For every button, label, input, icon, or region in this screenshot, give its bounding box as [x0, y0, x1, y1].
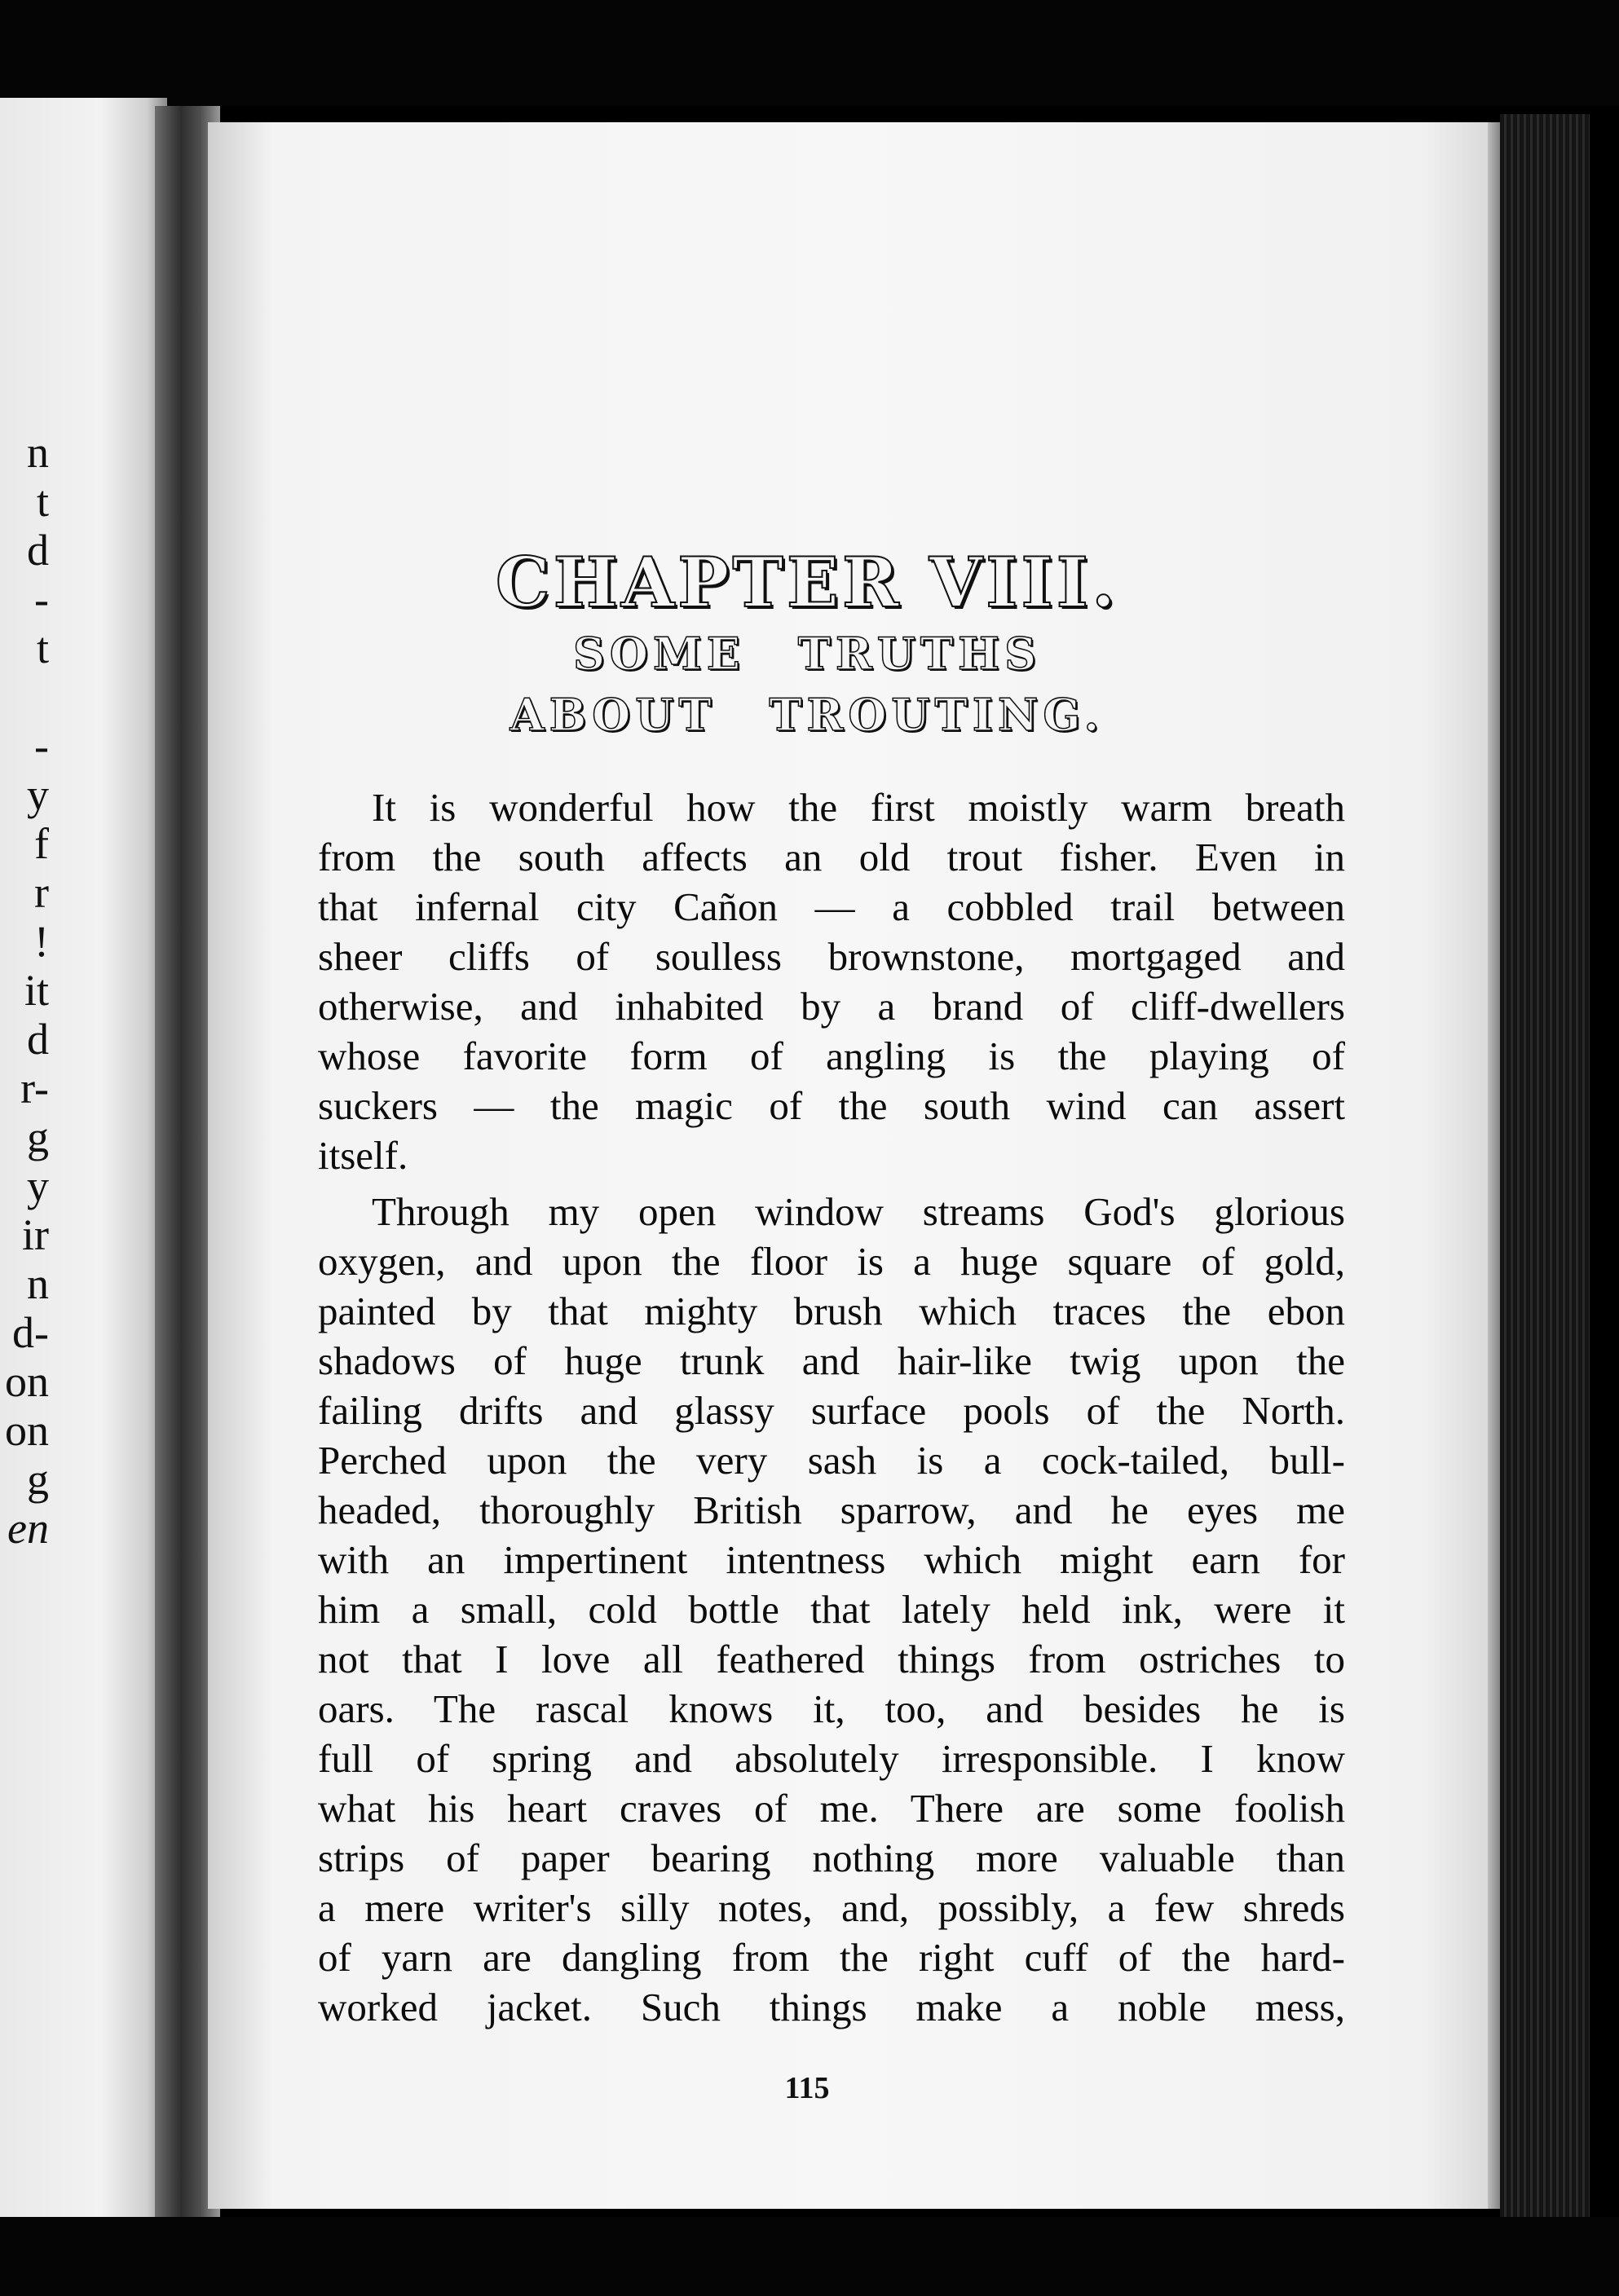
- text-line: strips of paper bearing nothing more valuable than: [318, 1835, 1345, 1880]
- text-line: worked jacket. Such things make a noble mess,: [318, 1985, 1345, 2029]
- text-line: of yarn are dangling from the right cuff of the hard-: [318, 1935, 1345, 1980]
- fragment-line: n: [27, 1259, 49, 1308]
- text-line: otherwise, and inhabited by a brand of cliff-dwellers: [318, 984, 1345, 1029]
- fragment-line: d: [27, 1015, 49, 1064]
- fragment-line: n: [27, 428, 49, 477]
- fragment-line: y: [27, 1161, 49, 1210]
- text-line: oars. The rascal knows it, too, and besides he is: [318, 1686, 1345, 1731]
- fragment-line: en: [7, 1504, 49, 1553]
- text-line: that infernal city Cañon — a cobbled trail between: [318, 884, 1345, 929]
- chapter-subtitle-line-1: SOME TRUTHS: [572, 628, 1042, 680]
- paragraph-2: [318, 1187, 1345, 2032]
- fragment-line: t: [36, 477, 49, 526]
- text-line: It is wonderful how the first moistly warm breath: [372, 785, 1345, 830]
- text-line: Through my open window streams God's glorious: [372, 1189, 1345, 1234]
- fragment-line: r-: [20, 1064, 49, 1113]
- text-line: sheer cliffs of soulless brownstone, mortgaged and: [318, 934, 1345, 979]
- book-page-block-edge: [1500, 114, 1590, 2217]
- fragment-line: d-: [12, 1308, 49, 1357]
- fragment-line: ir: [22, 1210, 49, 1259]
- previous-page-text-fragments: [0, 428, 49, 1553]
- scan-background-bottom: [0, 2217, 1619, 2296]
- chapter-subtitle-line-2: ABOUT TROUTING.: [510, 689, 1105, 741]
- text-line: failing drifts and glassy surface pools of the North.: [318, 1388, 1345, 1433]
- text-line: a mere writer's silly notes, and, possibly, a few shreds: [318, 1885, 1345, 1930]
- chapter-heading: [318, 542, 1296, 746]
- page-number: 115: [784, 2071, 830, 2105]
- fragment-line: d: [27, 526, 49, 575]
- text-line: him a small, cold bottle that lately held ink, were it: [318, 1587, 1345, 1632]
- fragment-line: on: [5, 1357, 49, 1406]
- text-line: with an impertinent intentness which might earn for: [318, 1537, 1345, 1582]
- text-line: not that I love all feathered things from ostriches to: [318, 1637, 1345, 1681]
- text-line: shadows of huge trunk and hair-like twig upon the: [318, 1338, 1345, 1383]
- fragment-line: t: [36, 624, 49, 672]
- text-line: from the south affects an old trout fisher. Even in: [318, 835, 1345, 879]
- scan-background-top: [0, 0, 1619, 106]
- text-line: headed, thoroughly British sparrow, and he eyes me: [318, 1487, 1345, 1532]
- text-line: full of spring and absolutely irresponsible. I know: [318, 1736, 1345, 1781]
- fragment-line: -: [34, 721, 49, 770]
- fragment-line: y: [27, 770, 49, 819]
- fragment-line: g: [27, 1113, 49, 1161]
- text-line: itself.: [318, 1133, 408, 1178]
- previous-page-edge: [0, 98, 167, 2217]
- chapter-body-text: [318, 782, 1345, 2038]
- text-line: Perched upon the very sash is a cock-tailed, bull-: [318, 1438, 1345, 1483]
- text-line: oxygen, and upon the floor is a huge square of gold,: [318, 1239, 1345, 1284]
- text-line: suckers — the magic of the south wind can assert: [318, 1083, 1345, 1128]
- paragraph-1: [318, 782, 1345, 1180]
- fragment-line: r: [34, 868, 49, 917]
- text-line: whose favorite form of angling is the playing of: [318, 1033, 1345, 1078]
- text-line: painted by that mighty brush which traces the ebon: [318, 1289, 1345, 1333]
- fragment-line: [0, 672, 49, 721]
- text-line: what his heart craves of me. There are some foolish: [318, 1786, 1345, 1831]
- fragment-line: !: [34, 917, 49, 966]
- fragment-line: f: [34, 819, 49, 868]
- fragment-line: -: [34, 575, 49, 624]
- fragment-line: g: [27, 1455, 49, 1504]
- fragment-line: on: [5, 1406, 49, 1455]
- fragment-line: it: [24, 966, 49, 1015]
- chapter-title: CHAPTER VIII.: [495, 542, 1119, 623]
